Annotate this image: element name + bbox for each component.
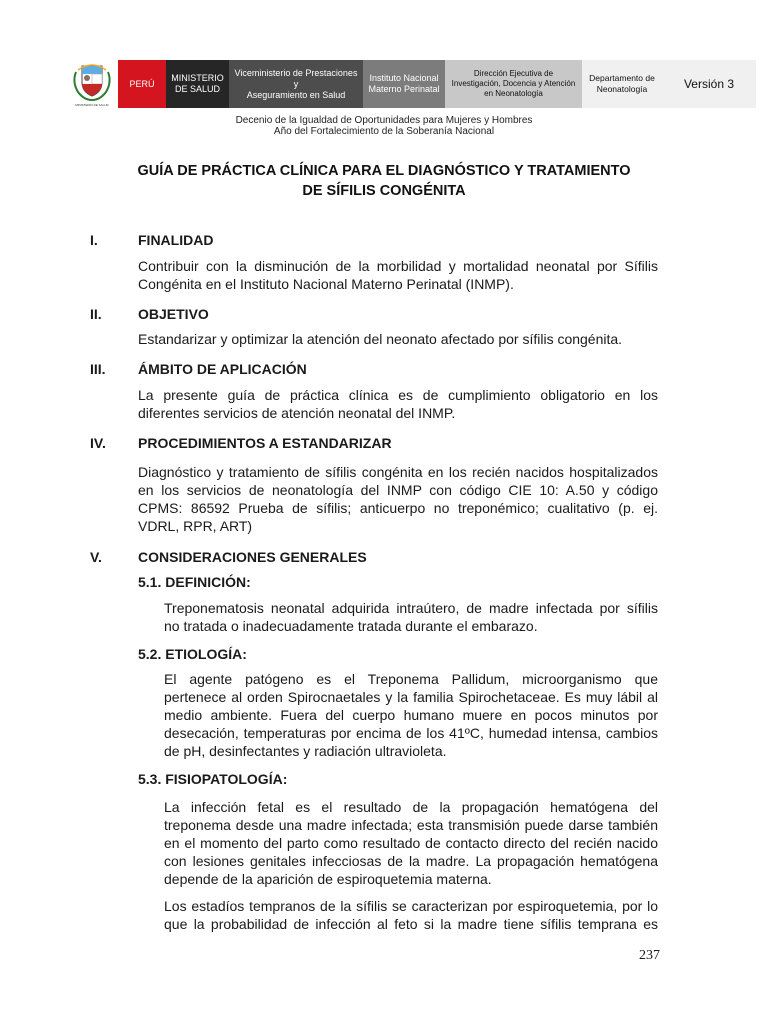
coat-of-arms-icon xyxy=(70,60,114,102)
paragraph-line: El agente patógeno es el Treponema Pallidum, microorganismo que xyxy=(164,671,658,687)
paragraph-line: en los servicios de neonatología del INMP con código CIE 10: A.50 y código xyxy=(138,482,658,498)
paragraph-line: con lesiones genitales infecciosas de la madre. La propagación hematógena xyxy=(164,853,658,869)
document-title xyxy=(100,161,668,201)
paragraph-line: de pH, desinfectantes y radiación ultravioleta. xyxy=(164,743,447,759)
header-department xyxy=(582,60,662,108)
paragraph-line: medio ambiente. Fuera del cuerpo humano muere en pocos minutos por xyxy=(164,707,658,723)
header-viceministry xyxy=(229,60,363,108)
paragraph-line: Diagnóstico y tratamiento de sífilis congénita en los recién nacidos hospitalizados xyxy=(138,464,658,480)
paragraph-line: en el momento del parto como resultado de contacto directo del recién nacido xyxy=(164,835,658,851)
section-label: CONSIDERACIONES GENERALES xyxy=(138,549,367,565)
paragraph-line: Estandarizar y optimizar la atención del neonato afectado por sífilis congénita. xyxy=(138,331,623,347)
title-line: DE SÍFILIS CONGÉNITA xyxy=(302,183,466,199)
header-peru: PERÚ xyxy=(118,60,166,108)
header-vice-line: Viceministerio de Prestaciones y xyxy=(234,67,358,89)
header-direction xyxy=(445,60,582,108)
paragraph-line: que la probabilidad de infección al feto si la madre tiene sífilis temprana es xyxy=(164,916,658,932)
section-label: PROCEDIMIENTOS A ESTANDARIZAR xyxy=(138,435,392,451)
subsection-paragraph-fisiopatologia-1 xyxy=(164,798,658,888)
section-paragraph-objetivo xyxy=(138,330,658,348)
section-number: II. xyxy=(90,306,102,322)
paragraph-line: Contribuir con la disminución de la morbilidad y mortalidad neonatal por Sífilis xyxy=(138,258,658,274)
section-paragraph-ambito xyxy=(138,386,658,422)
decree-text xyxy=(0,115,768,137)
header-version: Versión 3 xyxy=(662,60,756,108)
paragraph-line: treponema desde una madre infectada; esta transmisión puede darse también xyxy=(164,817,658,833)
section-paragraph-procedimientos xyxy=(138,463,658,535)
subsection-paragraph-definicion xyxy=(164,599,658,635)
paragraph-line: depende de la aparición de espiroquetemia materna. xyxy=(164,871,492,887)
header-direction-line: Investigación, Docencia y Atención xyxy=(451,79,576,88)
header-minsa xyxy=(166,60,229,108)
section-label: OBJETIVO xyxy=(138,306,209,322)
paragraph-line: desecación, temperaturas por encima de los 41ºC, humedad intensa, cambios xyxy=(164,725,658,741)
header-department-line: Neonatología xyxy=(596,84,648,94)
document-header xyxy=(66,60,756,108)
header-institute-line: Instituto Nacional xyxy=(369,73,439,83)
paragraph-line: VDRL, RPR, ART) xyxy=(138,518,253,534)
subsection-heading-etiologia: 5.2. ETIOLOGÍA: xyxy=(138,646,247,662)
section-paragraph-finalidad xyxy=(138,257,658,293)
subsection-heading-fisiopatologia: 5.3. FISIOPATOLOGÍA: xyxy=(138,771,288,787)
paragraph-line: diferentes servicios de atención neonatal del INMP. xyxy=(138,405,456,421)
subsection-paragraph-fisiopatologia-2 xyxy=(164,897,658,933)
paragraph-line: La presente guía de práctica clínica es de cumplimiento obligatorio en los xyxy=(138,387,658,403)
paragraph-line: La infección fetal es el resultado de la propagación hematógena del xyxy=(164,799,658,815)
ministry-emblem xyxy=(66,60,118,108)
header-minsa-line: MINISTERIO xyxy=(171,73,224,83)
paragraph-line: Congénita en el Instituto Nacional Materno Perinatal (INMP). xyxy=(138,276,514,292)
page-number: 237 xyxy=(639,948,660,963)
decree-line: Decenio de la Igualdad de Oportunidades para Mujeres y Hombres xyxy=(235,115,533,126)
header-institute-line: Materno Perinatal xyxy=(368,84,440,94)
subsection-heading-definicion: 5.1. DEFINICIÓN: xyxy=(138,574,251,590)
section-number: I. xyxy=(90,232,98,248)
paragraph-line: Treponematosis neonatal adquirida intraútero, de madre infectada por sífilis xyxy=(164,600,658,616)
section-number: IV. xyxy=(90,435,106,451)
emblem-caption: MINISTERIO DE SALUD xyxy=(75,103,109,107)
section-label: FINALIDAD xyxy=(138,232,214,248)
header-direction-line: Dirección Ejecutiva de xyxy=(473,69,554,78)
paragraph-line: pertenece al orden Spirocnaetales y la familia Spirochetaceae. Es muy lábil al xyxy=(164,689,658,705)
paragraph-line: CPMS: 86592 Prueba de sífilis; anticuerpo no treponémico; cualitativo (p. ej. xyxy=(138,500,658,516)
header-department-line: Departamento de xyxy=(589,73,655,83)
paragraph-line: Los estadíos tempranos de la sífilis se caracterizan por espiroquetemia, por lo xyxy=(164,898,658,914)
paragraph-line: no tratada o inadecuadamente tratada durante el embarazo. xyxy=(164,618,538,634)
decree-line: Año del Fortalecimiento de la Soberanía Nacional xyxy=(273,126,495,137)
header-minsa-line: DE SALUD xyxy=(174,84,220,94)
header-vice-line: Aseguramiento en Salud xyxy=(246,89,346,100)
subsection-paragraph-etiologia xyxy=(164,670,658,760)
header-institute xyxy=(363,60,445,108)
section-label: ÁMBITO DE APLICACIÓN xyxy=(138,361,307,377)
section-number: V. xyxy=(90,549,102,565)
header-direction-line: en Neonatología xyxy=(484,89,543,98)
section-number: III. xyxy=(90,361,106,377)
title-line: GUÍA DE PRÁCTICA CLÍNICA PARA EL DIAGNÓSTICO Y TRATAMIENTO xyxy=(137,163,631,179)
